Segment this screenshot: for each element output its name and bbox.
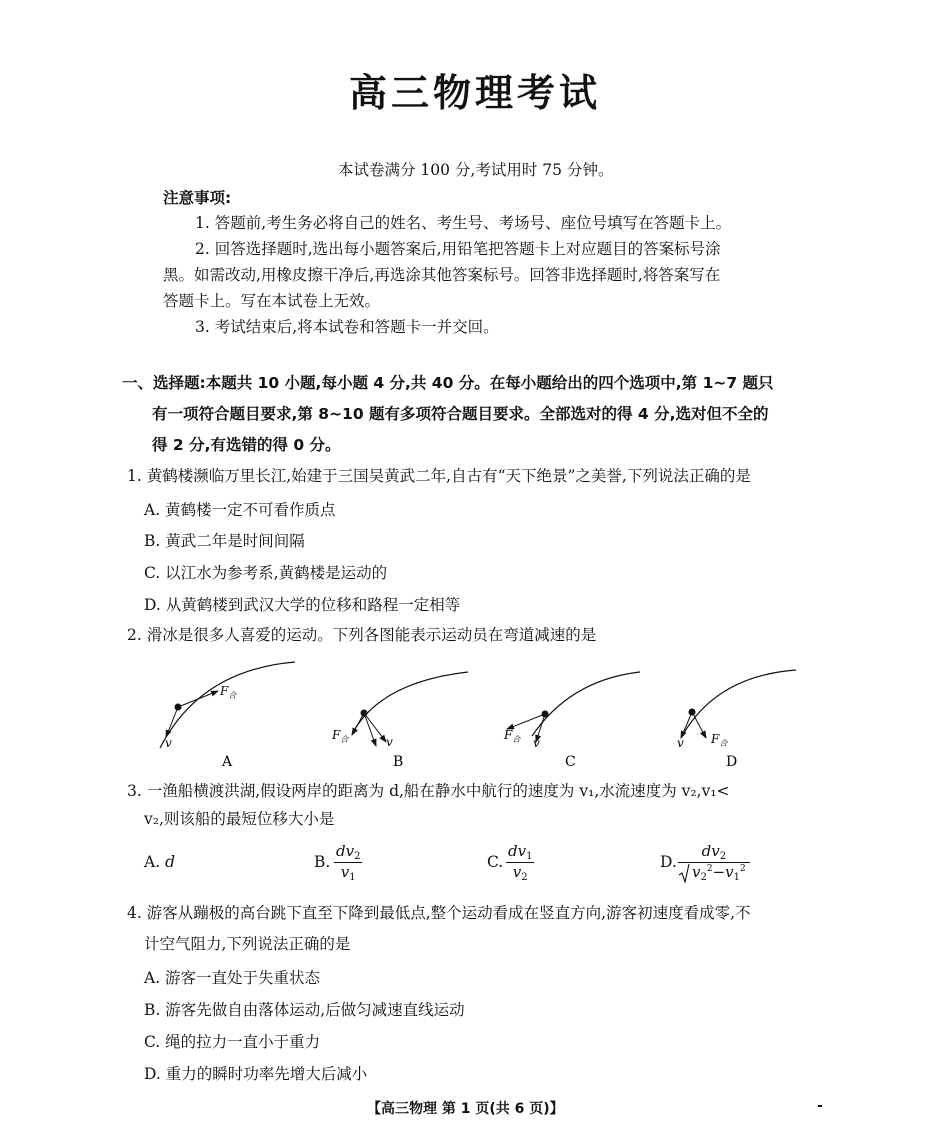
notice-1: 1. 答题前,考生务必将自己的姓名、考生号、考场号、座位号填写在答题卡上。	[195, 214, 732, 232]
q4-option-d: D. 重力的瞬时功率先增大后减小	[144, 1065, 368, 1083]
q4-option-a: A. 游客一直处于失重状态	[144, 969, 321, 987]
page-footer: 【高三物理 第 1 页(共 6 页)】	[367, 1101, 564, 1117]
svg-text:F合: $F_合$	[220, 684, 237, 700]
q1-option-a: A. 黄鹤楼一定不可看作质点	[144, 501, 336, 519]
q2-stem: 2. 滑冰是很多人喜爱的运动。下列各图能表示运动员在弯道减速的是	[127, 626, 597, 644]
notice-2-line-2: 黑。如需改动,用橡皮擦干净后,再选涂其他答案标号。回答非选择题时,将答案写在	[163, 266, 721, 284]
footer-mark: -	[817, 1098, 823, 1114]
notice-2-line-3: 答题卡上。写在本试卷上无效。	[163, 292, 381, 310]
svg-text:v: v	[386, 735, 393, 749]
full-score-note: 本试卷满分 100 分,考试用时 75 分钟。	[338, 161, 614, 179]
section1-instructions-line-3: 得 2 分,有选错的得 0 分。	[152, 436, 341, 454]
q2-label-d: D	[726, 754, 738, 770]
q3-option-d-label: D.	[660, 853, 677, 871]
svg-text:F合: $F_合$	[504, 728, 521, 744]
q4-stem-line-2: 计空气阻力,下列说法正确的是	[144, 935, 351, 953]
q2-diagram-b	[331, 672, 468, 770]
svg-text:F合: $F_合$	[711, 732, 728, 748]
q3-option-c-label: C.	[487, 853, 504, 871]
q1-option-d: D. 从黄鹤楼到武汉大学的位移和路程一定相等	[144, 596, 461, 614]
q2-label-b: B	[393, 754, 404, 770]
q3-option-a: A. d	[144, 853, 175, 871]
q4-option-b: B. 游客先做自由落体运动,后做匀减速直线运动	[144, 1001, 465, 1019]
q2-diagram-a	[160, 662, 295, 770]
q3-option-c-fraction: $\frac{dv_1}{v_2}$	[508, 842, 533, 883]
q2-label-a: A	[222, 754, 233, 770]
q2-label-c: C	[565, 754, 576, 770]
q3-stem-line-2: v₂,则该船的最短位移大小是	[144, 810, 335, 828]
q2-diagram-d	[677, 670, 796, 770]
q3-option-b-label: B.	[314, 853, 331, 871]
section1-instructions-line-2: 有一项符合题目要求,第 8~10 题有多项符合题目要求。全部选对的得 4 分,选对但不全的	[152, 405, 769, 423]
q3-stem-line-1: 3. 一渔船横渡洪湖,假设两岸的距离为 d,船在静水中航行的速度为 v₁,水流速度为 v₂,v₁<	[127, 782, 730, 800]
svg-text:v: v	[677, 736, 684, 750]
section1-instructions-line-1: 一、选择题:本题共 10 小题,每小题 4 分,共 40 分。在每小题给出的四个选项中,第 1~7 题只	[122, 374, 774, 392]
q3-option-d-fraction: $\frac{dv_2}{v_2^2-v_1^2}$	[678, 842, 750, 883]
page-title: 高三物理考试	[348, 71, 601, 115]
q2-figure	[140, 660, 800, 772]
q1-option-c: C. 以江水为参考系,黄鹤楼是运动的	[144, 564, 388, 582]
q2-diagram-c	[503, 672, 640, 770]
svg-text:v: v	[533, 736, 540, 750]
svg-text:v: v	[165, 736, 172, 750]
q1-option-b: B. 黄武二年是时间间隔	[144, 532, 305, 550]
q4-option-c: C. 绳的拉力一直小于重力	[144, 1033, 321, 1051]
q4-stem-line-1: 4. 游客从蹦极的高台跳下直至下降到最低点,整个运动看成在竖直方向,游客初速度看成零,不	[127, 904, 751, 922]
notice-2-line-1: 2. 回答选择题时,选出每小题答案后,用铅笔把答题卡上对应题目的答案标号涂	[195, 240, 721, 258]
svg-text:F合: $F_合$	[332, 728, 349, 744]
notices-heading: 注意事项:	[163, 189, 232, 207]
sqrt-icon	[678, 863, 690, 883]
q1-stem: 1. 黄鹤楼濒临万里长江,始建于三国吴黄武二年,自古有“天下绝景”之美誉,下列说法正确的是	[127, 467, 751, 485]
notice-3: 3. 考试结束后,将本试卷和答题卡一并交回。	[195, 318, 499, 336]
q3-option-b-fraction: $\frac{dv_2}{v_1}$	[336, 842, 361, 883]
